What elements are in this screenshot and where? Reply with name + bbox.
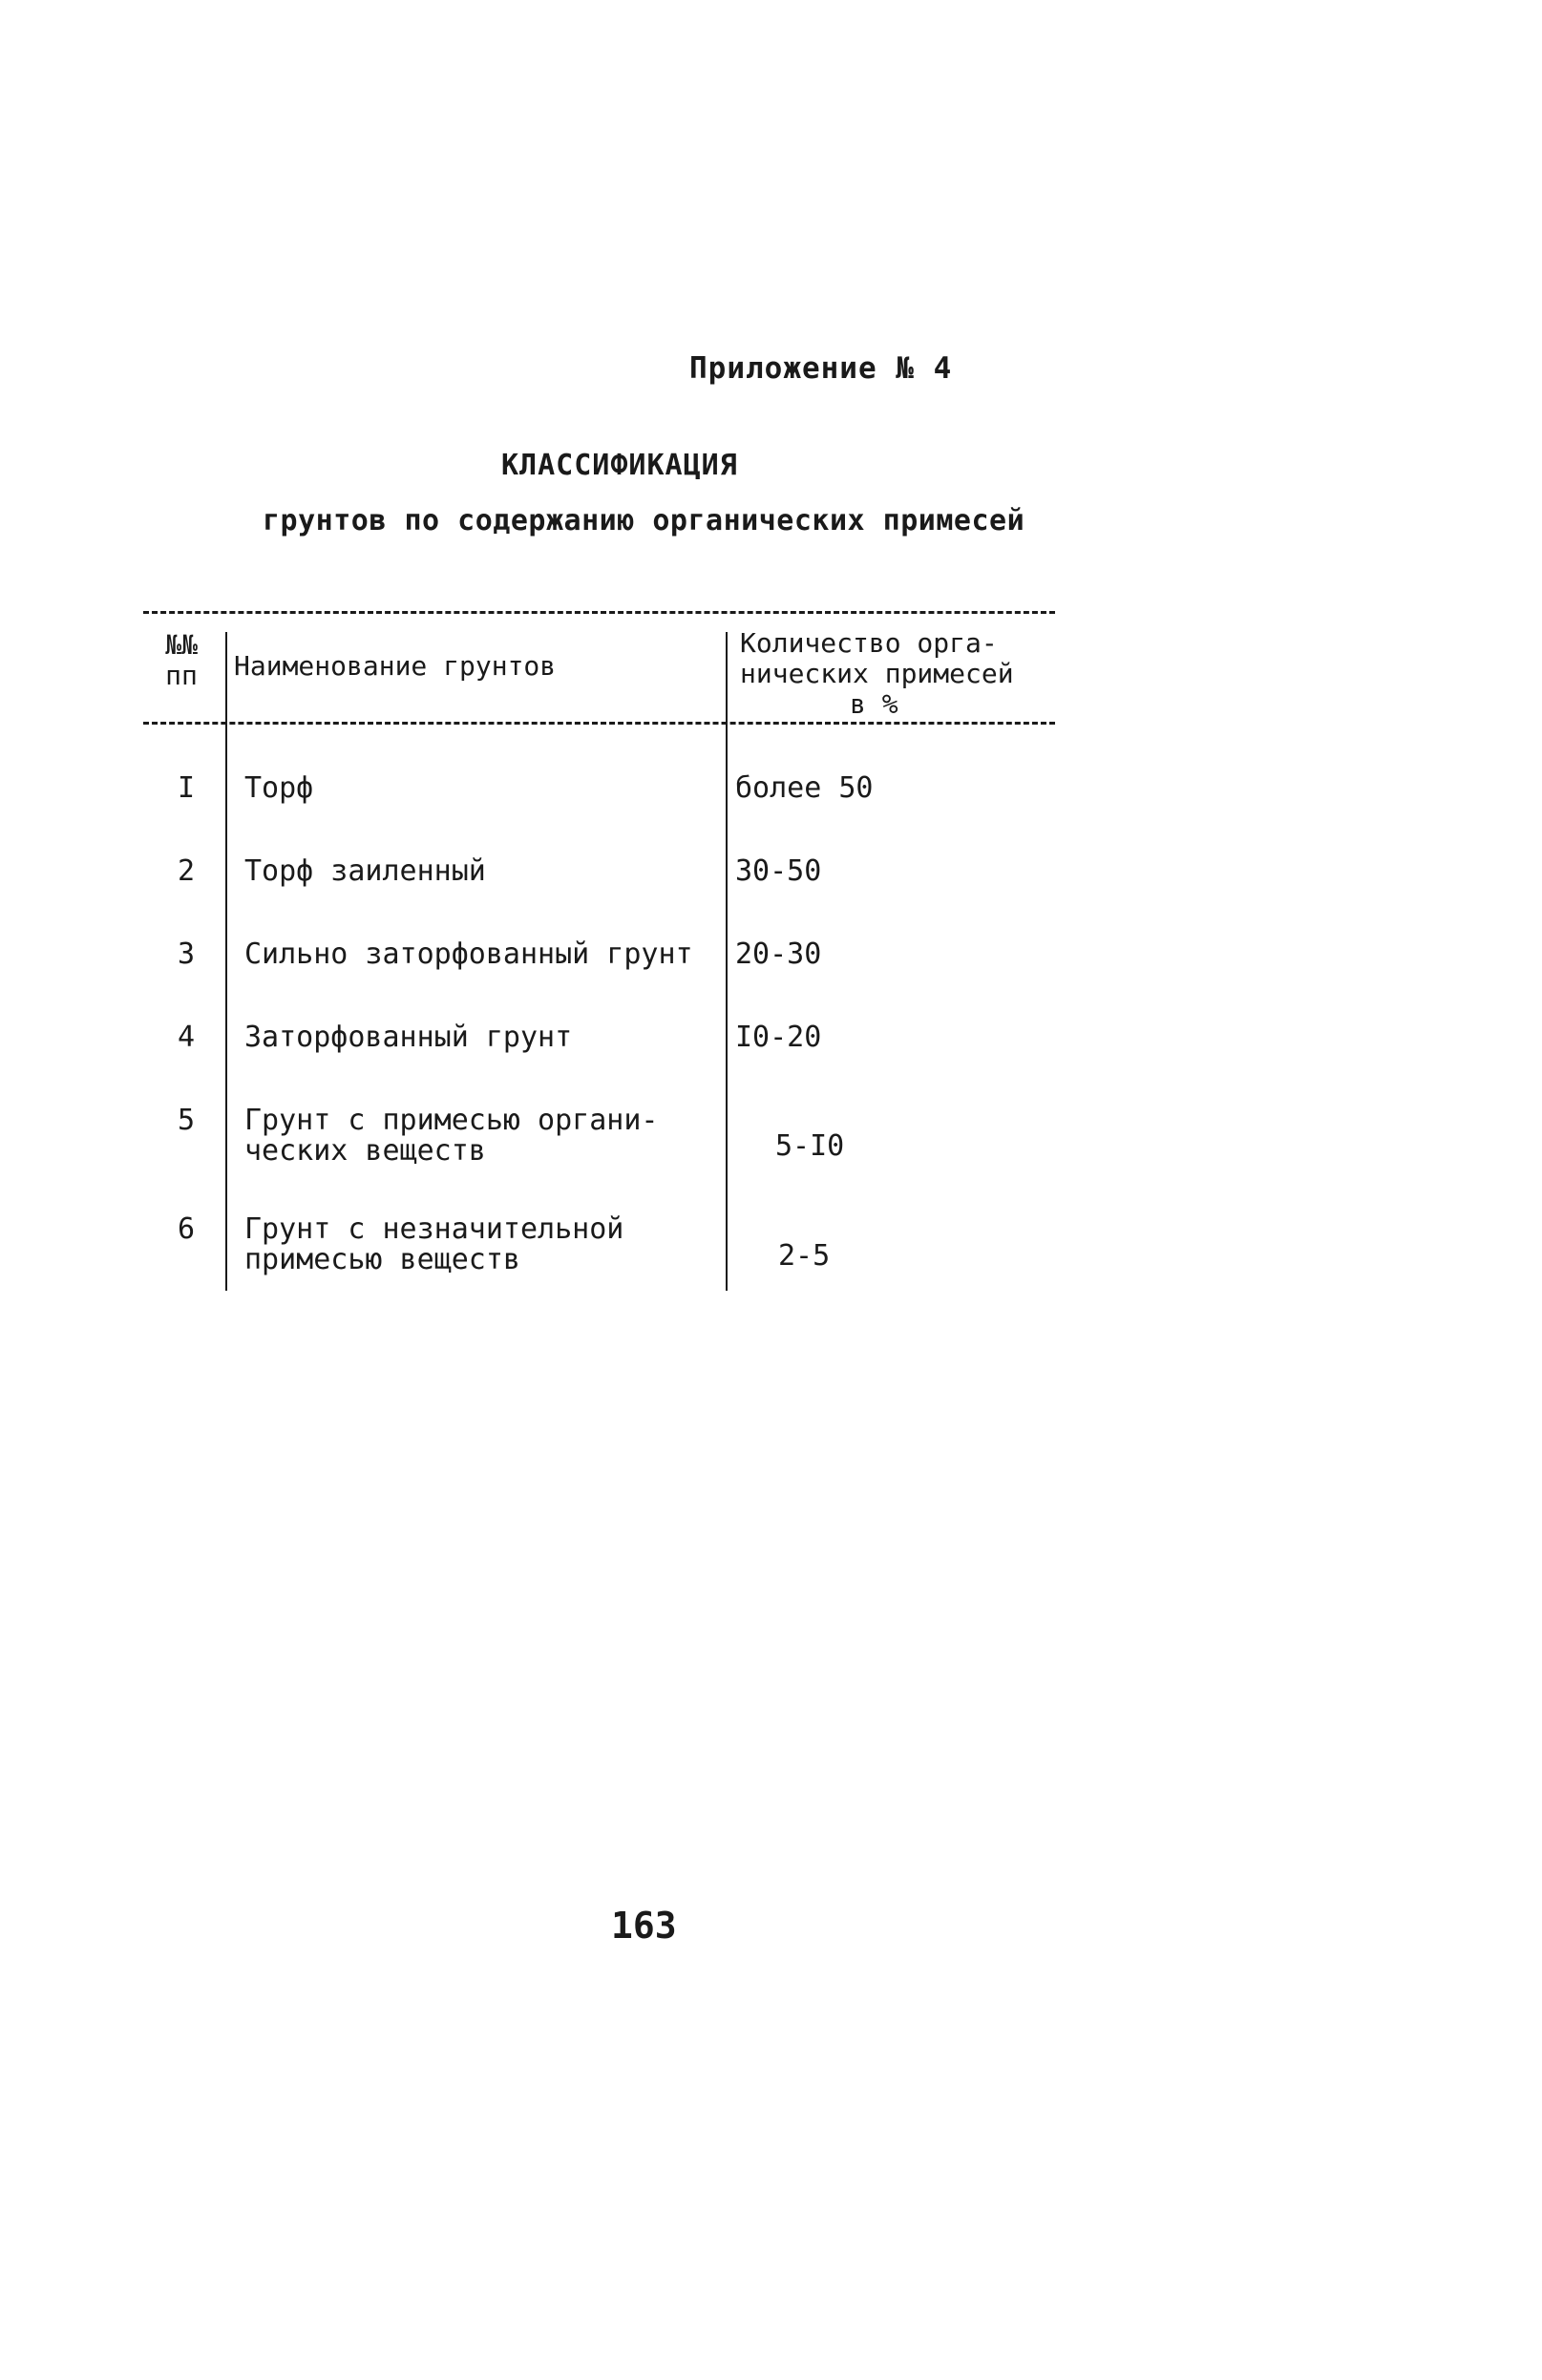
page-number: 163 [611,1905,677,1947]
header-number-line-1: №№ [165,629,198,661]
row-name-line-2: ческих веществ [244,1134,486,1168]
row-amount: 20-30 [735,937,822,971]
row-amount: 5-I0 [775,1129,845,1163]
row-name: Сильно заторфованный грунт [244,937,693,971]
row-number: 5 [177,1104,196,1137]
table-top-rule [143,611,1055,614]
header-name: Наименование грунтов [234,650,557,682]
row-number: I [177,771,196,805]
row-amount: 2-5 [778,1239,831,1273]
row-name: Заторфованный грунт [244,1021,573,1054]
document-subtitle: грунтов по содержанию органических примесей [263,504,1025,537]
row-number: 4 [177,1021,196,1054]
header-number [153,630,210,691]
row-amount: I0-20 [735,1021,822,1054]
header-amount-line-1: Количество орга- [740,627,998,659]
header-amount-line-3: в % [850,688,898,720]
document-title: КЛАССИФИКАЦИЯ [501,449,738,482]
appendix-label: Приложение № 4 [689,351,953,386]
row-name: Торф [244,771,314,805]
row-number: 2 [177,854,196,888]
row-name [244,1214,623,1275]
row-name: Торф заиленный [244,854,486,888]
row-name-line-1: Грунт с примесью органи- [244,1104,659,1137]
table-header-rule [143,722,1055,725]
row-name-line-1: Грунт с незначительной [244,1212,624,1246]
row-name [244,1106,658,1167]
header-number-line-2: пп [165,660,198,691]
row-amount: более 50 [735,771,874,805]
column-divider-left [225,632,227,1291]
row-amount: 30-50 [735,854,822,888]
column-divider-right [726,632,728,1291]
row-number: 6 [177,1212,196,1246]
row-name-line-2: примесью веществ [244,1243,520,1276]
header-amount-line-2: нических примесей [740,658,1014,689]
header-amount [740,628,1014,720]
row-number: 3 [177,937,196,971]
